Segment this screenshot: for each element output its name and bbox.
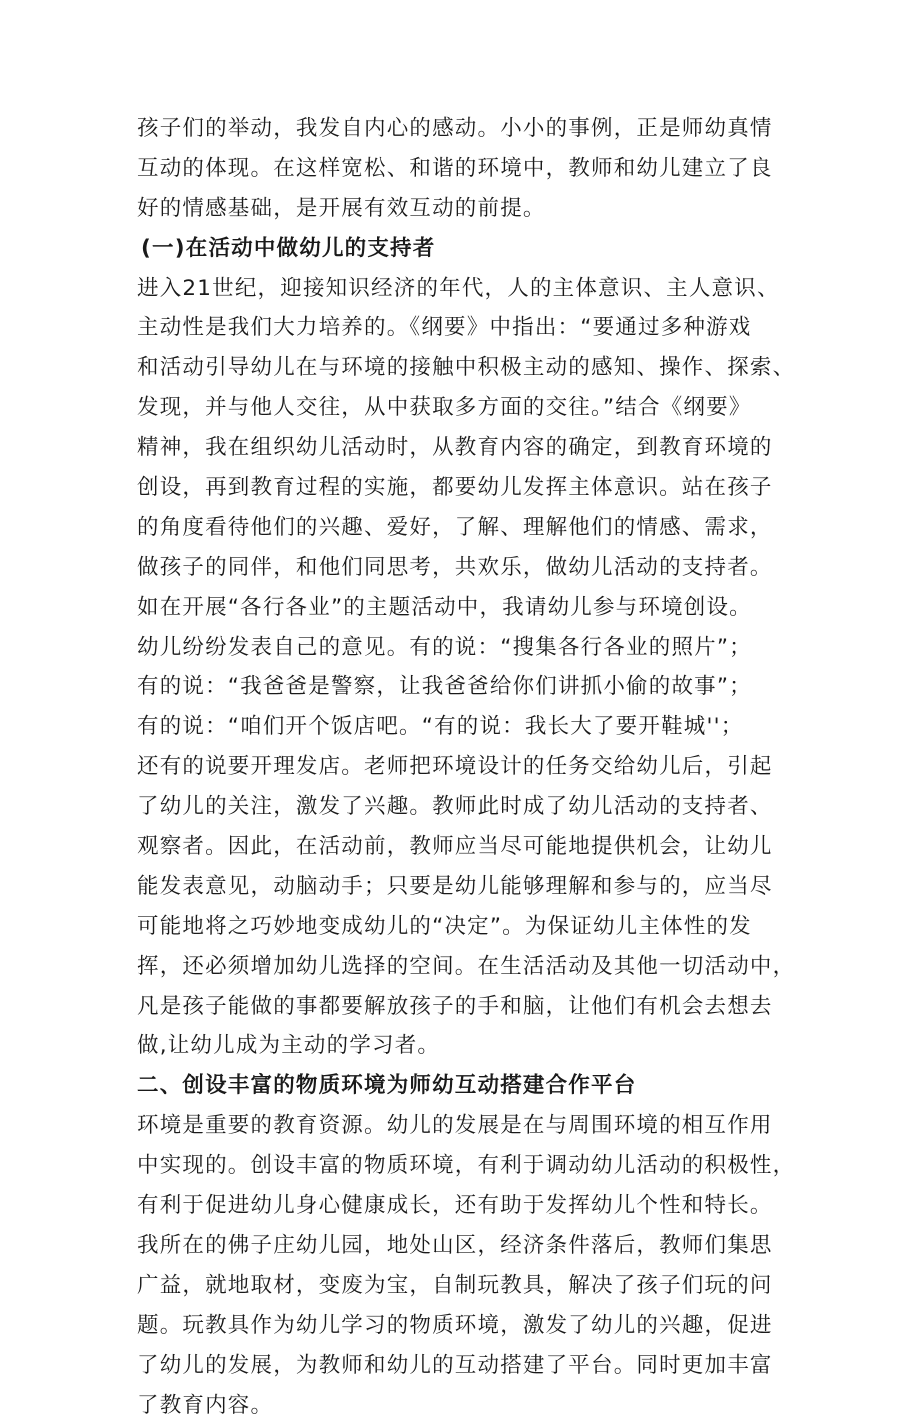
paragraph-line: 有利于促进幼儿身心健康成长，还有助于发挥幼儿个性和特长。 (137, 1186, 817, 1226)
paragraph-line: 发现，并与他人交往，从中获取多方面的交往。”结合《纲要》 (137, 388, 817, 428)
paragraph-line: 可能地将之巧妙地变成幼儿的“决定”。为保证幼儿主体性的发 (137, 907, 817, 947)
paragraph-line: 主动性是我们大力培养的。《纲要》中指出：“要通过多种游戏 (137, 308, 817, 348)
paragraph-line: 幼儿纷纷发表自己的意见。有的说：“搜集各行各业的照片”； (137, 628, 817, 668)
paragraph-line: 做,让幼儿成为主动的学习者。 (137, 1026, 817, 1066)
paragraph-line: 进入21世纪，迎接知识经济的年代，人的主体意识、主人意识、 (137, 269, 817, 309)
paragraph-line: 和活动引导幼儿在与环境的接触中积极主动的感知、操作、探索、 (137, 348, 817, 388)
paragraph-line: 了幼儿的发展，为教师和幼儿的互动搭建了平台。同时更加丰富 (137, 1346, 817, 1386)
paragraph-line: 了教育内容。 (137, 1386, 817, 1425)
paragraph-line: 挥，还必须增加幼儿选择的空间。在生活活动及其他一切活动中， (137, 947, 817, 987)
section-subheading: (一)在活动中做幼儿的支持者 (137, 229, 817, 269)
paragraph-line: 还有的说要开理发店。老师把环境设计的任务交给幼儿后，引起 (137, 747, 817, 787)
paragraph-line: 孩子们的举动，我发自内心的感动。小小的事例，正是师幼真情 (137, 109, 817, 149)
paragraph-line: 做孩子的同伴，和他们同思考，共欢乐，做幼儿活动的支持者。 (137, 548, 817, 588)
paragraph-line: 有的说：“我爸爸是警察，让我爸爸给你们讲抓小偷的故事”； (137, 667, 817, 707)
section-heading: 二、创设丰富的物质环境为师幼互动搭建合作平台 (137, 1066, 817, 1106)
paragraph-line: 凡是孩子能做的事都要解放孩子的手和脑，让他们有机会去想去 (137, 987, 817, 1027)
paragraph-line: 互动的体现。在这样宽松、和谐的环境中，教师和幼儿建立了良 (137, 149, 817, 189)
paragraph-line: 观察者。因此，在活动前，教师应当尽可能地提供机会，让幼儿 (137, 827, 817, 867)
paragraph-line: 有的说：“咱们开个饭店吧。“有的说：我长大了要开鞋城''； (137, 707, 817, 747)
paragraph-line: 题。玩教具作为幼儿学习的物质环境，激发了幼儿的兴趣，促进 (137, 1306, 817, 1346)
paragraph-line: 创设，再到教育过程的实施，都要幼儿发挥主体意识。站在孩子 (137, 468, 817, 508)
paragraph-line: 好的情感基础，是开展有效互动的前提。 (137, 189, 817, 229)
paragraph-line: 如在开展“各行各业”的主题活动中，我请幼儿参与环境创设。 (137, 588, 817, 628)
paragraph-line: 精神，我在组织幼儿活动时，从教育内容的确定，到教育环境的 (137, 428, 817, 468)
paragraph-line: 中实现的。创设丰富的物质环境，有利于调动幼儿活动的积极性， (137, 1146, 817, 1186)
paragraph-line: 了幼儿的关注，激发了兴趣。教师此时成了幼儿活动的支持者、 (137, 787, 817, 827)
paragraph-line: 环境是重要的教育资源。幼儿的发展是在与周围环境的相互作用 (137, 1106, 817, 1146)
paragraph-line: 广益，就地取材，变废为宝，自制玩教具，解决了孩子们玩的问 (137, 1266, 817, 1306)
paragraph-line: 能发表意见，动脑动手；只要是幼儿能够理解和参与的，应当尽 (137, 867, 817, 907)
document-body (137, 109, 817, 1425)
paragraph-line: 的角度看待他们的兴趣、爱好，了解、理解他们的情感、需求， (137, 508, 817, 548)
paragraph-line: 我所在的佛子庄幼儿园，地处山区，经济条件落后，教师们集思 (137, 1226, 817, 1266)
